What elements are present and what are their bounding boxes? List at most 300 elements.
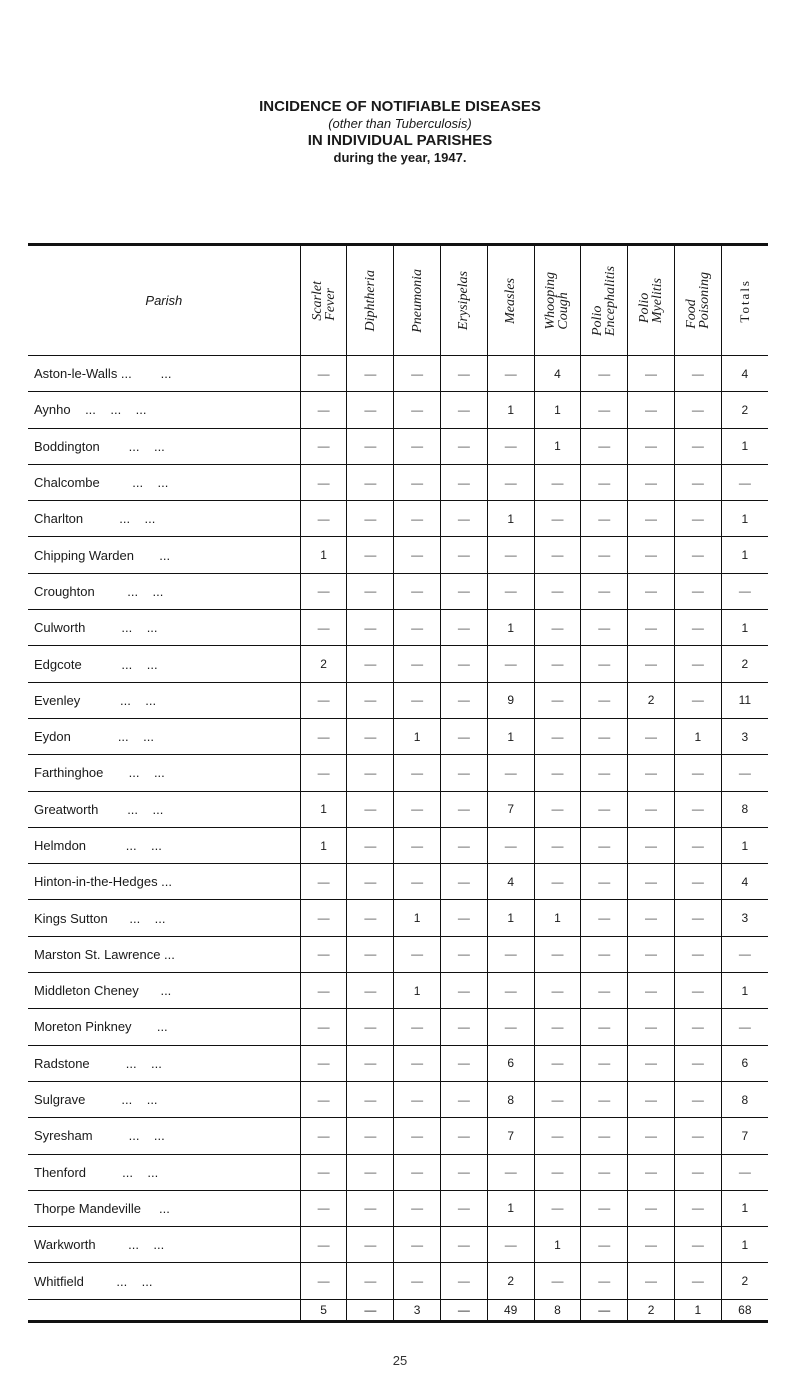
parish-name: Marston St. Lawrence ... [28, 936, 300, 972]
table-cell: — [441, 755, 488, 791]
parish-name: Chalcombe ... ... [28, 464, 300, 500]
parish-name: Boddington ... ... [28, 428, 300, 464]
table-cell: 2 [721, 392, 768, 428]
table-cell: — [394, 646, 441, 682]
parish-name: Kings Sutton ... ... [28, 900, 300, 936]
table-cell: — [300, 1154, 347, 1190]
table-cell: — [394, 1227, 441, 1263]
parish-name: Middleton Cheney ... [28, 973, 300, 1009]
table-cell: — [441, 428, 488, 464]
column-label: Diphtheria [362, 269, 378, 332]
table-cell: — [487, 1009, 534, 1045]
column-header [674, 245, 721, 356]
table-cell: 2 [628, 682, 675, 718]
table-cell: — [347, 1045, 394, 1081]
table-cell: — [674, 392, 721, 428]
table-cell: — [487, 646, 534, 682]
table-cell: — [534, 864, 581, 900]
table-cell: — [581, 1227, 628, 1263]
table-cell: — [628, 356, 675, 392]
parish-name: Chipping Warden ... [28, 537, 300, 573]
table-cell: — [721, 755, 768, 791]
table-row [28, 1118, 768, 1154]
table-cell: — [487, 755, 534, 791]
table-cell: — [300, 1118, 347, 1154]
parish-header-label: Parish [145, 293, 183, 308]
table-row [28, 1045, 768, 1081]
table-cell: — [347, 464, 394, 500]
table-cell: — [394, 392, 441, 428]
column-label: Polio Encephalitis [590, 265, 619, 336]
parish-name: Culworth ... ... [28, 610, 300, 646]
table-cell: — [534, 610, 581, 646]
table-row [28, 1081, 768, 1117]
parish-name: Helmdon ... ... [28, 827, 300, 863]
table-cell: 1 [534, 428, 581, 464]
table-cell: — [441, 900, 488, 936]
parish-name: Edgcote ... ... [28, 646, 300, 682]
table-cell: 1 [534, 900, 581, 936]
table-cell: — [581, 610, 628, 646]
table-cell: — [674, 1081, 721, 1117]
table-cell: 1 [300, 791, 347, 827]
table-cell: 1 [394, 973, 441, 1009]
table-cell: — [347, 501, 394, 537]
parish-name: Syresham ... ... [28, 1118, 300, 1154]
table-cell: — [628, 1118, 675, 1154]
table-cell: — [581, 1118, 628, 1154]
column-header [534, 245, 581, 356]
table-cell: — [487, 537, 534, 573]
column-header [441, 245, 488, 356]
table-cell: — [347, 537, 394, 573]
table-cell: — [534, 537, 581, 573]
table-cell: — [487, 827, 534, 863]
parish-name: Thorpe Mandeville ... [28, 1190, 300, 1226]
table-cell: — [300, 1045, 347, 1081]
table-cell: 1 [487, 501, 534, 537]
table-cell: — [628, 646, 675, 682]
column-header [487, 245, 534, 356]
column-label: Pneumonia [409, 268, 425, 333]
table-cell: — [487, 1154, 534, 1190]
table-cell: 2 [487, 1263, 534, 1299]
table-cell: — [347, 1263, 394, 1299]
column-label: Measles [503, 277, 519, 324]
table-cell: — [394, 755, 441, 791]
table-cell: — [300, 864, 347, 900]
table-cell: 1 [534, 1227, 581, 1263]
table-cell: — [581, 718, 628, 754]
table-cell: — [628, 428, 675, 464]
table-cell: — [300, 428, 347, 464]
table-cell: — [441, 973, 488, 1009]
table-cell: — [394, 827, 441, 863]
totals-row [28, 1299, 768, 1321]
table-cell: 7 [487, 1118, 534, 1154]
table-cell: — [581, 464, 628, 500]
title-line-4: during the year, 1947. [333, 150, 467, 165]
table-cell: — [347, 791, 394, 827]
table-cell: 3 [721, 900, 768, 936]
table-cell: — [347, 428, 394, 464]
table-cell: — [347, 1118, 394, 1154]
table-cell: — [441, 718, 488, 754]
table-cell: 6 [487, 1045, 534, 1081]
column-header [628, 245, 675, 356]
table-cell: — [441, 464, 488, 500]
column-header [394, 245, 441, 356]
table-cell: — [441, 356, 488, 392]
table-cell: 1 [534, 392, 581, 428]
table-cell: 6 [721, 1045, 768, 1081]
table-cell: — [674, 791, 721, 827]
totals-column-header [721, 245, 768, 356]
table-cell: — [534, 1190, 581, 1226]
table-cell: — [721, 1009, 768, 1045]
table-cell: — [534, 501, 581, 537]
table-cell: — [581, 646, 628, 682]
table-cell: — [581, 501, 628, 537]
parish-name: Charlton ... ... [28, 501, 300, 537]
table-row [28, 718, 768, 754]
table-cell: — [534, 1118, 581, 1154]
table-cell: 2 [721, 646, 768, 682]
table-cell: 1 [487, 392, 534, 428]
table-cell: 8 [721, 1081, 768, 1117]
table-cell: — [674, 973, 721, 1009]
table-cell: — [394, 1263, 441, 1299]
table-cell: — [674, 755, 721, 791]
table-cell: — [534, 718, 581, 754]
table-cell: — [441, 1081, 488, 1117]
total-cell: 5 [300, 1299, 347, 1321]
table-cell: 1 [721, 1190, 768, 1226]
table-cell: — [674, 1190, 721, 1226]
table-cell: 1 [300, 537, 347, 573]
total-cell: — [581, 1299, 628, 1321]
table-cell: 1 [394, 718, 441, 754]
table-cell: — [628, 1263, 675, 1299]
parish-name: Thenford ... ... [28, 1154, 300, 1190]
table-cell: — [441, 1118, 488, 1154]
table-cell: — [394, 1190, 441, 1226]
table-cell: 1 [721, 1227, 768, 1263]
parish-name: Farthinghoe ... ... [28, 755, 300, 791]
table-cell: — [441, 827, 488, 863]
table-cell: — [441, 1009, 488, 1045]
table-cell: — [394, 864, 441, 900]
report-heading [0, 98, 800, 166]
table-cell: — [441, 646, 488, 682]
table-row [28, 973, 768, 1009]
table-cell: — [347, 682, 394, 718]
page-number: 25 [392, 1353, 408, 1368]
table-cell: — [628, 791, 675, 827]
table-cell: — [628, 827, 675, 863]
table-cell: — [347, 1227, 394, 1263]
table-cell: 1 [721, 827, 768, 863]
table-cell: — [394, 428, 441, 464]
table-cell: 2 [300, 646, 347, 682]
table-cell: — [347, 718, 394, 754]
table-cell: — [581, 936, 628, 972]
total-cell: 8 [534, 1299, 581, 1321]
parish-name: Warkworth ... ... [28, 1227, 300, 1263]
table-cell: — [628, 718, 675, 754]
table-cell: — [674, 1154, 721, 1190]
column-header [300, 245, 347, 356]
title-line-1: INCIDENCE OF NOTIFIABLE DISEASES [259, 98, 541, 115]
table-cell: — [441, 936, 488, 972]
table-row [28, 537, 768, 573]
column-label: Erysipelas [456, 270, 472, 331]
table-cell: — [674, 827, 721, 863]
table-cell: 1 [721, 428, 768, 464]
table-cell: 3 [721, 718, 768, 754]
table-row [28, 1154, 768, 1190]
parish-name: Whitfield ... ... [28, 1263, 300, 1299]
table-cell: — [300, 1263, 347, 1299]
table-cell: — [534, 1045, 581, 1081]
table-cell: — [347, 392, 394, 428]
column-header [581, 245, 628, 356]
table-cell: 1 [721, 501, 768, 537]
parish-column-header [28, 245, 300, 356]
table-row [28, 356, 768, 392]
table-cell: — [674, 1118, 721, 1154]
table-cell: — [628, 464, 675, 500]
table-cell: — [628, 501, 675, 537]
table-row [28, 610, 768, 646]
table-cell: — [394, 537, 441, 573]
table-cell: — [347, 1190, 394, 1226]
table-cell: — [441, 682, 488, 718]
table-cell: — [581, 1263, 628, 1299]
table-cell: — [534, 755, 581, 791]
table-cell: — [674, 1009, 721, 1045]
disease-table [28, 243, 768, 1323]
parish-name: Moreton Pinkney ... [28, 1009, 300, 1045]
table-cell: — [487, 356, 534, 392]
table-cell: — [487, 1227, 534, 1263]
table-cell: — [347, 900, 394, 936]
table-cell: — [441, 392, 488, 428]
table-cell: — [300, 900, 347, 936]
column-label: Polio Myelitis [637, 277, 666, 324]
table-row [28, 501, 768, 537]
table-cell: — [394, 1154, 441, 1190]
parish-name: Sulgrave ... ... [28, 1081, 300, 1117]
table-cell: — [347, 573, 394, 609]
table-cell: 1 [487, 900, 534, 936]
table-cell: — [674, 900, 721, 936]
table-row [28, 791, 768, 827]
table-cell: — [721, 464, 768, 500]
table-cell: — [300, 356, 347, 392]
table-cell: — [674, 1263, 721, 1299]
table-cell: — [674, 646, 721, 682]
table-cell: — [534, 573, 581, 609]
parish-name: Aynho ... ... ... [28, 392, 300, 428]
table-cell: — [674, 1045, 721, 1081]
table-cell: — [347, 610, 394, 646]
table-cell: 9 [487, 682, 534, 718]
table-cell: — [394, 573, 441, 609]
table-cell: — [394, 791, 441, 827]
table-row [28, 827, 768, 863]
table-cell: — [628, 537, 675, 573]
table-cell: — [628, 1227, 675, 1263]
table-cell: — [487, 428, 534, 464]
table-cell: — [441, 1190, 488, 1226]
table-cell: — [534, 682, 581, 718]
table-cell: — [674, 864, 721, 900]
total-cell: 3 [394, 1299, 441, 1321]
table-cell: — [300, 1081, 347, 1117]
table-row [28, 864, 768, 900]
table-cell: — [300, 610, 347, 646]
table-cell: — [581, 1045, 628, 1081]
table-cell: — [394, 1045, 441, 1081]
table-cell: — [628, 936, 675, 972]
table-cell: — [347, 827, 394, 863]
table-cell: — [300, 755, 347, 791]
table-cell: — [674, 682, 721, 718]
table-row [28, 646, 768, 682]
table-cell: 1 [300, 827, 347, 863]
table-cell: — [581, 1009, 628, 1045]
table-cell: 7 [721, 1118, 768, 1154]
table-cell: — [300, 973, 347, 1009]
table-cell: — [628, 1009, 675, 1045]
table-cell: — [394, 501, 441, 537]
table-cell: 1 [487, 718, 534, 754]
table-cell: — [628, 392, 675, 428]
table-cell: — [581, 1154, 628, 1190]
table-cell: — [300, 573, 347, 609]
table-cell: — [581, 864, 628, 900]
table-cell: — [581, 428, 628, 464]
table-cell: — [534, 791, 581, 827]
table-row [28, 573, 768, 609]
table-cell: — [674, 501, 721, 537]
table-cell: — [347, 936, 394, 972]
table-cell: 4 [721, 356, 768, 392]
column-label: Totals [737, 278, 753, 323]
table-cell: — [628, 1045, 675, 1081]
table-cell: — [628, 900, 675, 936]
table-cell: — [394, 1081, 441, 1117]
table-cell: — [721, 936, 768, 972]
table-cell: — [534, 1009, 581, 1045]
parish-name: Evenley ... ... [28, 682, 300, 718]
parish-name: Croughton ... ... [28, 573, 300, 609]
table-cell: 11 [721, 682, 768, 718]
table-cell: — [394, 356, 441, 392]
table-cell: — [394, 610, 441, 646]
table-cell: — [300, 1190, 347, 1226]
table-cell: — [534, 936, 581, 972]
table-row [28, 755, 768, 791]
table-cell: — [628, 1081, 675, 1117]
table-cell: — [347, 356, 394, 392]
table-cell: — [534, 646, 581, 682]
table-cell: — [581, 900, 628, 936]
table-cell: — [674, 356, 721, 392]
table-cell: — [300, 464, 347, 500]
table-cell: — [300, 682, 347, 718]
table-cell: — [394, 1009, 441, 1045]
table-cell: — [534, 1263, 581, 1299]
table-cell: — [581, 573, 628, 609]
parish-name: Hinton-in-the-Hedges ... [28, 864, 300, 900]
total-cell: — [347, 1299, 394, 1321]
table-cell: — [394, 1118, 441, 1154]
table-cell: — [394, 936, 441, 972]
table-cell: — [628, 1154, 675, 1190]
table-cell: 4 [721, 864, 768, 900]
table-cell: — [347, 864, 394, 900]
table-cell: — [441, 1154, 488, 1190]
total-cell: — [441, 1299, 488, 1321]
table-cell: — [394, 682, 441, 718]
table-cell: — [487, 973, 534, 1009]
table-cell: — [347, 1009, 394, 1045]
table-cell: 1 [394, 900, 441, 936]
table-cell: — [581, 1081, 628, 1117]
table-cell: — [441, 573, 488, 609]
table-cell: — [487, 464, 534, 500]
table-cell: — [534, 827, 581, 863]
table-cell: 1 [487, 610, 534, 646]
table-cell: — [347, 755, 394, 791]
table-cell: — [721, 1154, 768, 1190]
table-cell: — [581, 537, 628, 573]
table-cell: — [674, 537, 721, 573]
table-cell: — [441, 791, 488, 827]
table-cell: — [628, 755, 675, 791]
table-cell: — [441, 537, 488, 573]
parish-name: Aston-le-Walls ... ... [28, 356, 300, 392]
table-cell: — [441, 1263, 488, 1299]
table-cell: 8 [721, 791, 768, 827]
table-row [28, 682, 768, 718]
table-cell: — [347, 1081, 394, 1117]
table-cell: — [441, 864, 488, 900]
table-cell: 1 [721, 973, 768, 1009]
table-row [28, 1009, 768, 1045]
table-cell: — [628, 610, 675, 646]
table-cell: — [534, 1081, 581, 1117]
table-cell: — [487, 936, 534, 972]
table-cell: — [300, 501, 347, 537]
table-cell: — [300, 718, 347, 754]
total-cell: 1 [674, 1299, 721, 1321]
table-cell: — [581, 1190, 628, 1226]
parish-name: Radstone ... ... [28, 1045, 300, 1081]
table-cell: — [628, 1190, 675, 1226]
table-cell: — [628, 973, 675, 1009]
table-cell: 4 [487, 864, 534, 900]
table-cell: — [441, 1045, 488, 1081]
column-label: Food Poisoning [683, 272, 712, 329]
table-cell: 4 [534, 356, 581, 392]
column-label: Whooping Cough [543, 271, 572, 330]
total-cell: 68 [721, 1299, 768, 1321]
table-cell: — [300, 1227, 347, 1263]
table-row [28, 428, 768, 464]
